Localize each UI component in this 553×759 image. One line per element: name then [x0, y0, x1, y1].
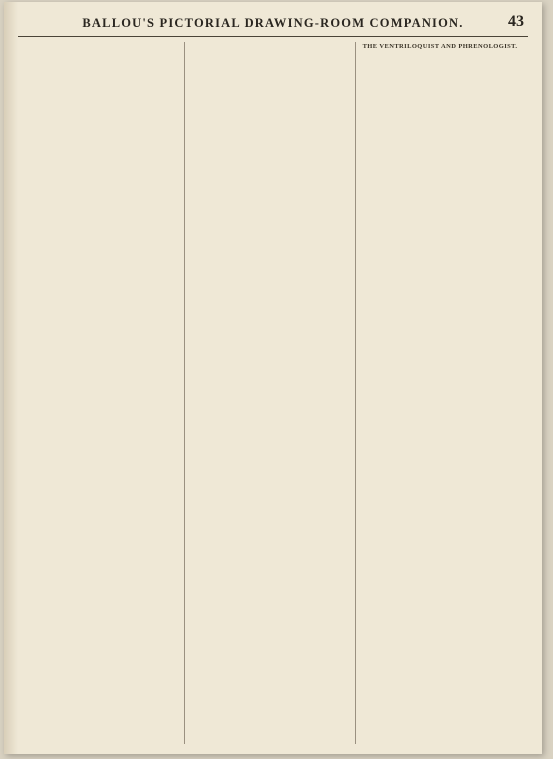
magazine-page: [4, 2, 542, 754]
column-divider: [355, 42, 356, 744]
page-header: [4, 2, 542, 40]
text-columns: [18, 42, 528, 744]
header-rule: [18, 36, 528, 37]
page-number: 43: [508, 13, 524, 30]
column-2: [189, 42, 349, 744]
running-head: BALLOU'S PICTORIAL DRAWING-ROOM COMPANION.: [82, 16, 464, 30]
column-divider: [184, 42, 185, 744]
column-3: [360, 42, 520, 744]
page-edge-shadow: [4, 2, 18, 754]
column-1: [18, 42, 178, 744]
article-title: THE VENTRILOQUIST AND PHRENOLOGIST.: [362, 43, 518, 50]
